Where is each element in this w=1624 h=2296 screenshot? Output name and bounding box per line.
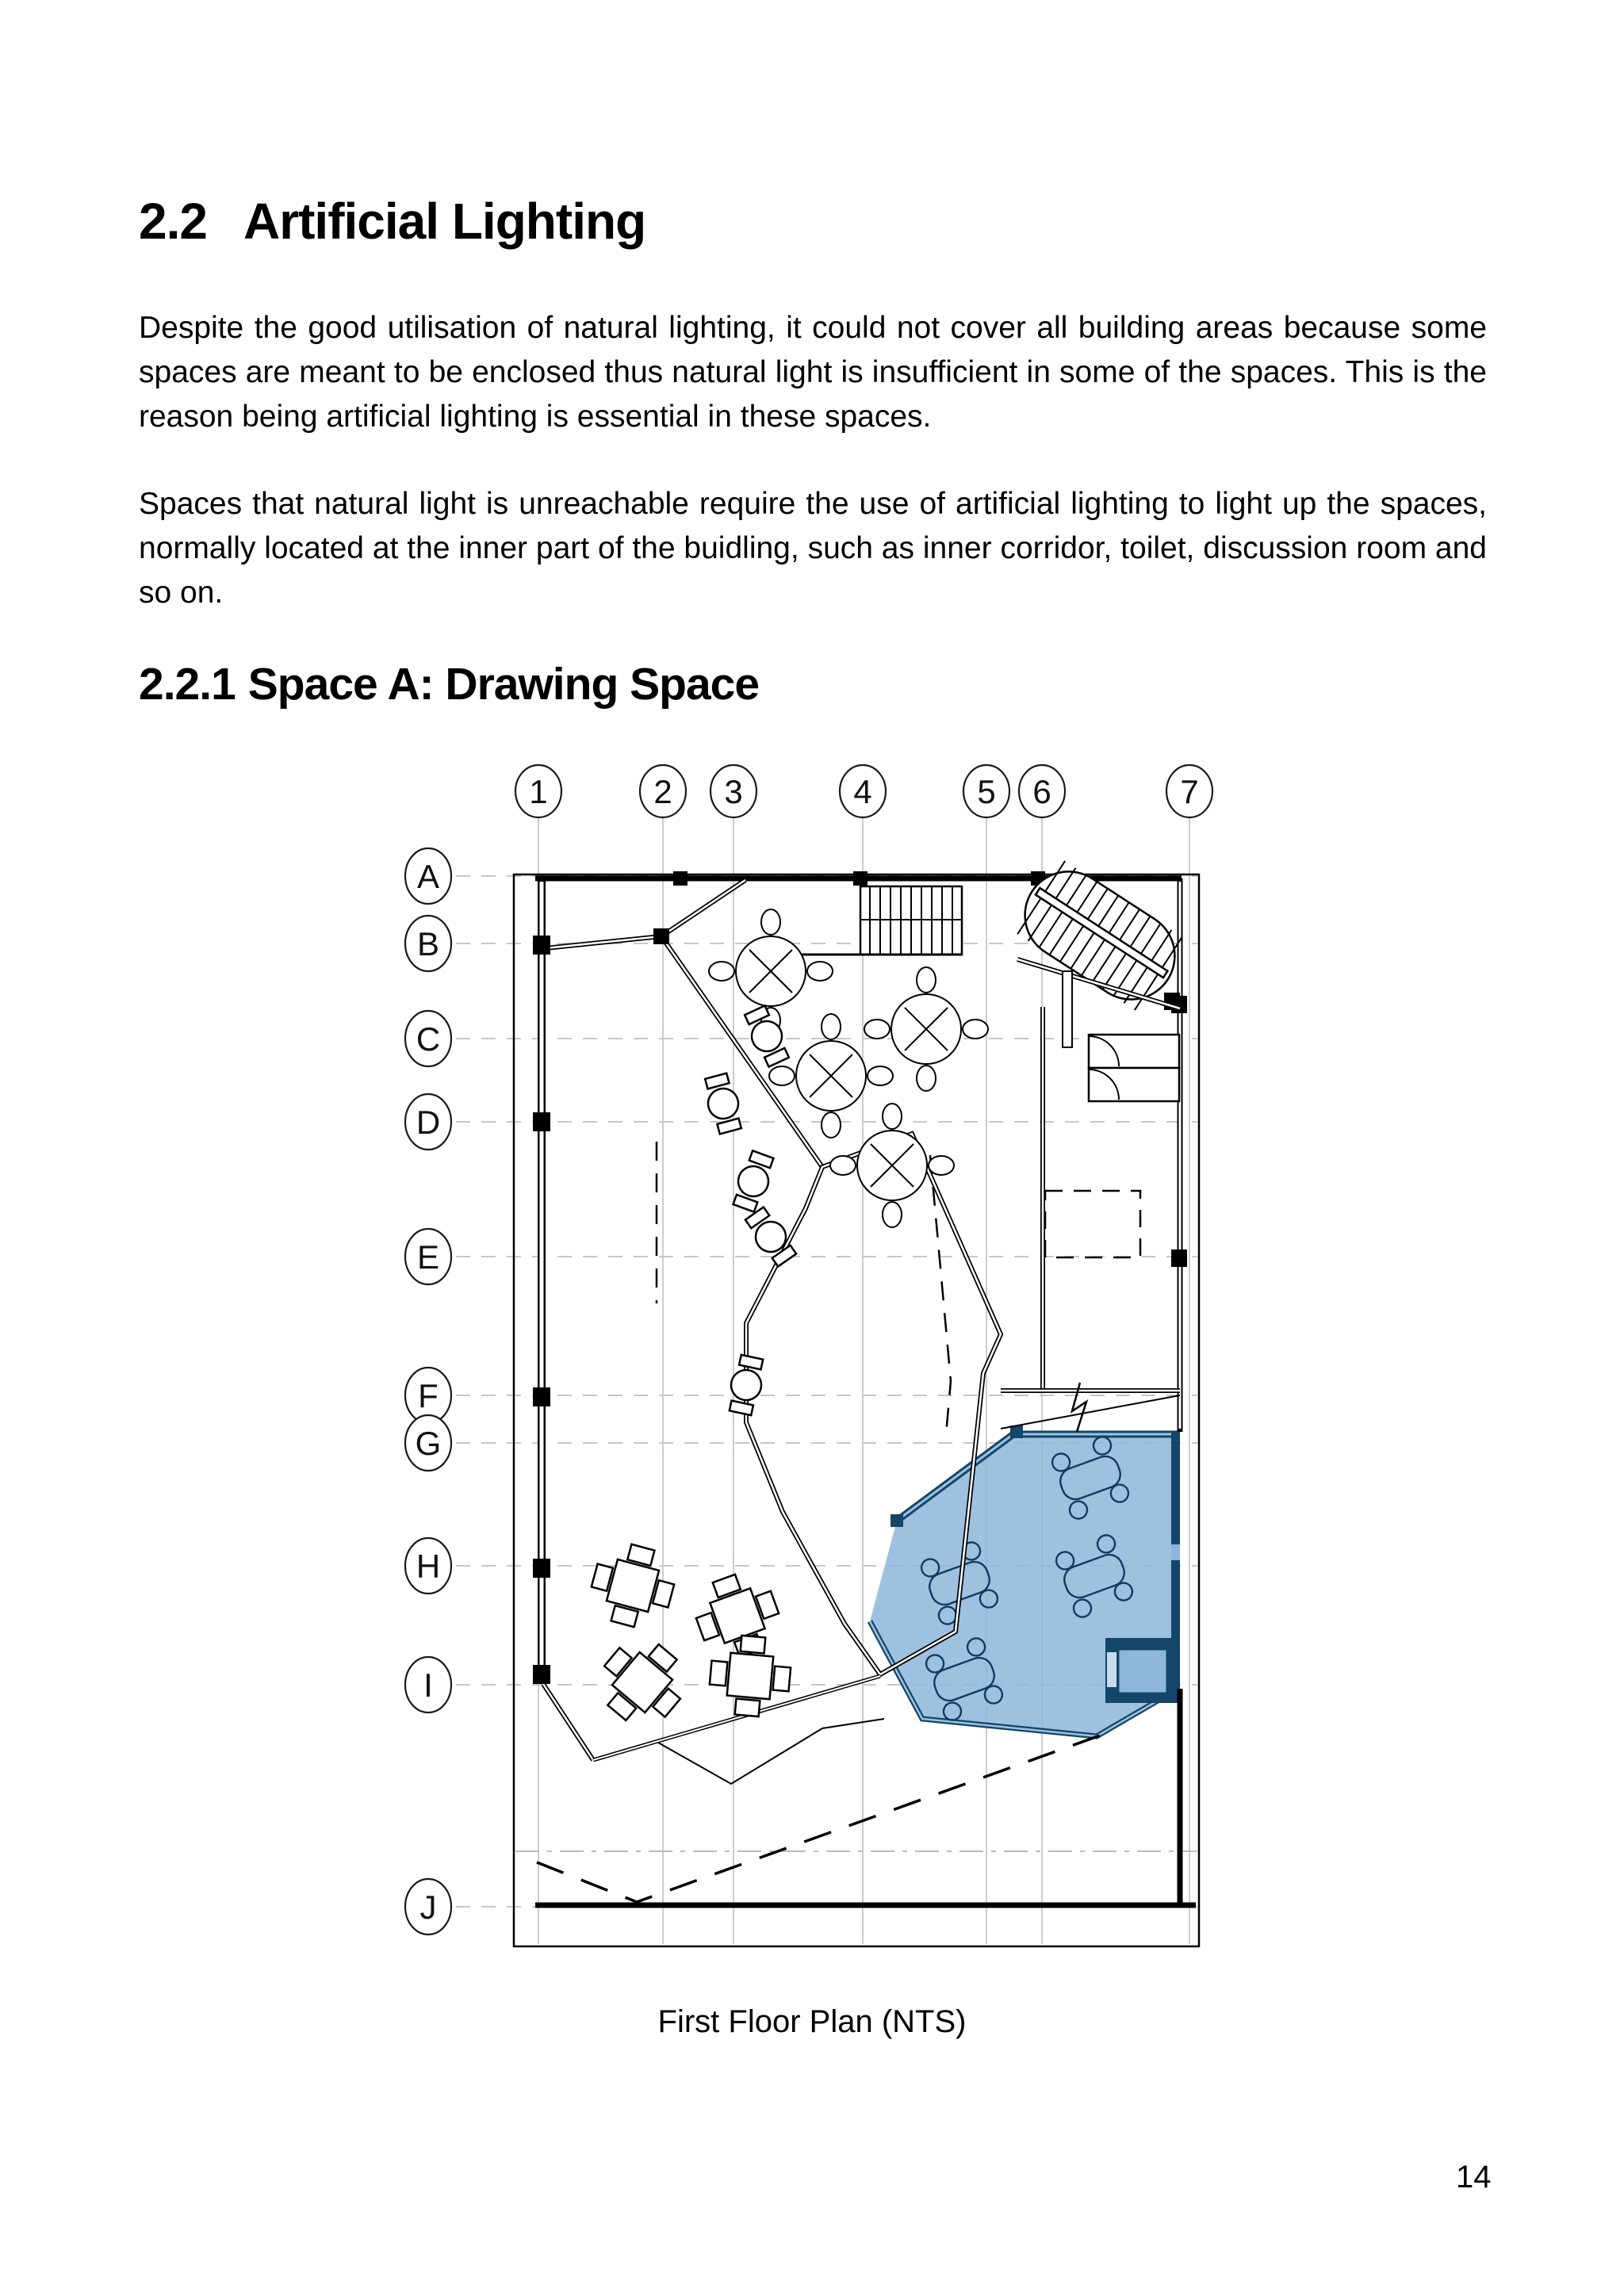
highlight-region-drawing-space [870,1425,1180,1736]
grid-label-D: D [416,1104,441,1141]
grid-lines [456,818,1197,1944]
paragraph-artificial-lighting-2: Spaces that natural light is unreachable require the use of artificial lighting to light up the spaces, normally located at the inner part of the buidling, such as inner corridor, toilet, discussion room and so on. [139,487,1487,610]
elevator-core [1105,1638,1178,1703]
grid-label-B: B [416,925,440,962]
grid-label-1: 1 [529,773,548,810]
page-number: 14 [1456,2160,1492,2195]
grid-label-F: F [418,1377,439,1414]
floor-plan [349,737,1285,1974]
grid-label-2: 2 [653,773,672,810]
building-walls [514,871,1199,1946]
grid-label-5: 5 [977,773,996,810]
grid-label-7: 7 [1180,773,1199,810]
grid-label-6: 6 [1032,773,1051,810]
section-number: 2.2 [139,193,207,250]
grid-label-E: E [416,1238,440,1276]
figure-caption: First Floor Plan (NTS) [657,2004,967,2039]
grid-label-C: C [416,1020,441,1058]
subsection-title: Space A: Drawing Space [247,659,760,710]
paragraph-artificial-lighting-1: Despite the good utilisation of natural lighting, it could not cover all building areas because some spaces are meant to be enclosed thus natural light is insufficient in some of the spaces. This is the reason being artificial lighting is essential in these spaces. [139,311,1487,434]
grid-label-I: I [423,1667,433,1704]
square-table-clusters [584,1537,793,1739]
grid-label-3: 3 [724,773,743,810]
grid-label-A: A [416,858,440,895]
grid-label-H: H [416,1548,441,1585]
subsection-number: 2.2.1 [139,659,236,710]
section-title: Artificial Lighting [243,193,646,250]
section-heading [139,192,645,251]
grid-label-J: J [419,1888,437,1926]
grid-label-G: G [415,1425,442,1462]
subsection-heading [139,658,759,710]
grid-label-4: 4 [853,773,872,810]
stair-top-middle [801,886,962,955]
